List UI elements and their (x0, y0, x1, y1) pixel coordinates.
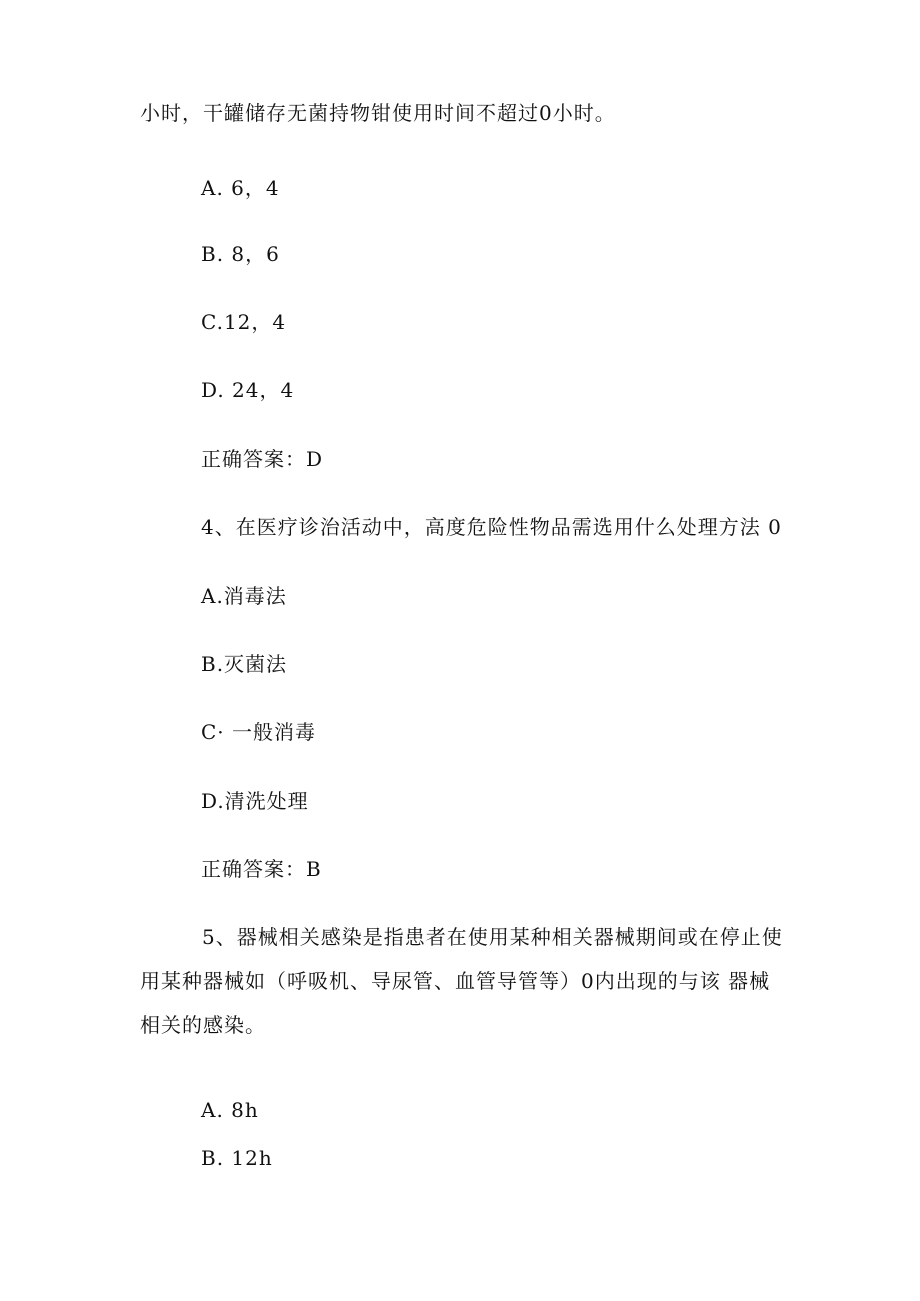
question-5-text: 5、器械相关感染是指患者在使用某种相关器械期间或在停止使用某种器械如（呼吸机、导尿管、血管导管等）0内出现的与该 器械相关的感染。 (140, 925, 783, 1037)
option-b: B. 8，6 (201, 242, 280, 266)
correct-answer: 正确答案：D (201, 447, 324, 471)
option-d: D. 24，4 (201, 378, 295, 402)
correct-answer: 正确答案：B (201, 857, 322, 881)
option-d: D.清洗处理 (201, 789, 309, 813)
option-b: B. 12h (201, 1146, 273, 1170)
question-4-text: 4、在医疗诊治活动中，高度危险性物品需选用什么处理方法 0 (201, 515, 782, 539)
option-a: A.消毒法 (201, 584, 287, 608)
option-a: A. 6，4 (201, 176, 280, 200)
option-c: C.12，4 (201, 310, 287, 334)
question-3-continuation: 小时，干罐储存无菌持物钳使用时间不超过0小时。 (140, 101, 616, 125)
option-a: A. 8h (201, 1098, 259, 1122)
option-b: B.灭菌法 (201, 652, 288, 676)
option-c: C· 一般消毒 (201, 720, 317, 744)
